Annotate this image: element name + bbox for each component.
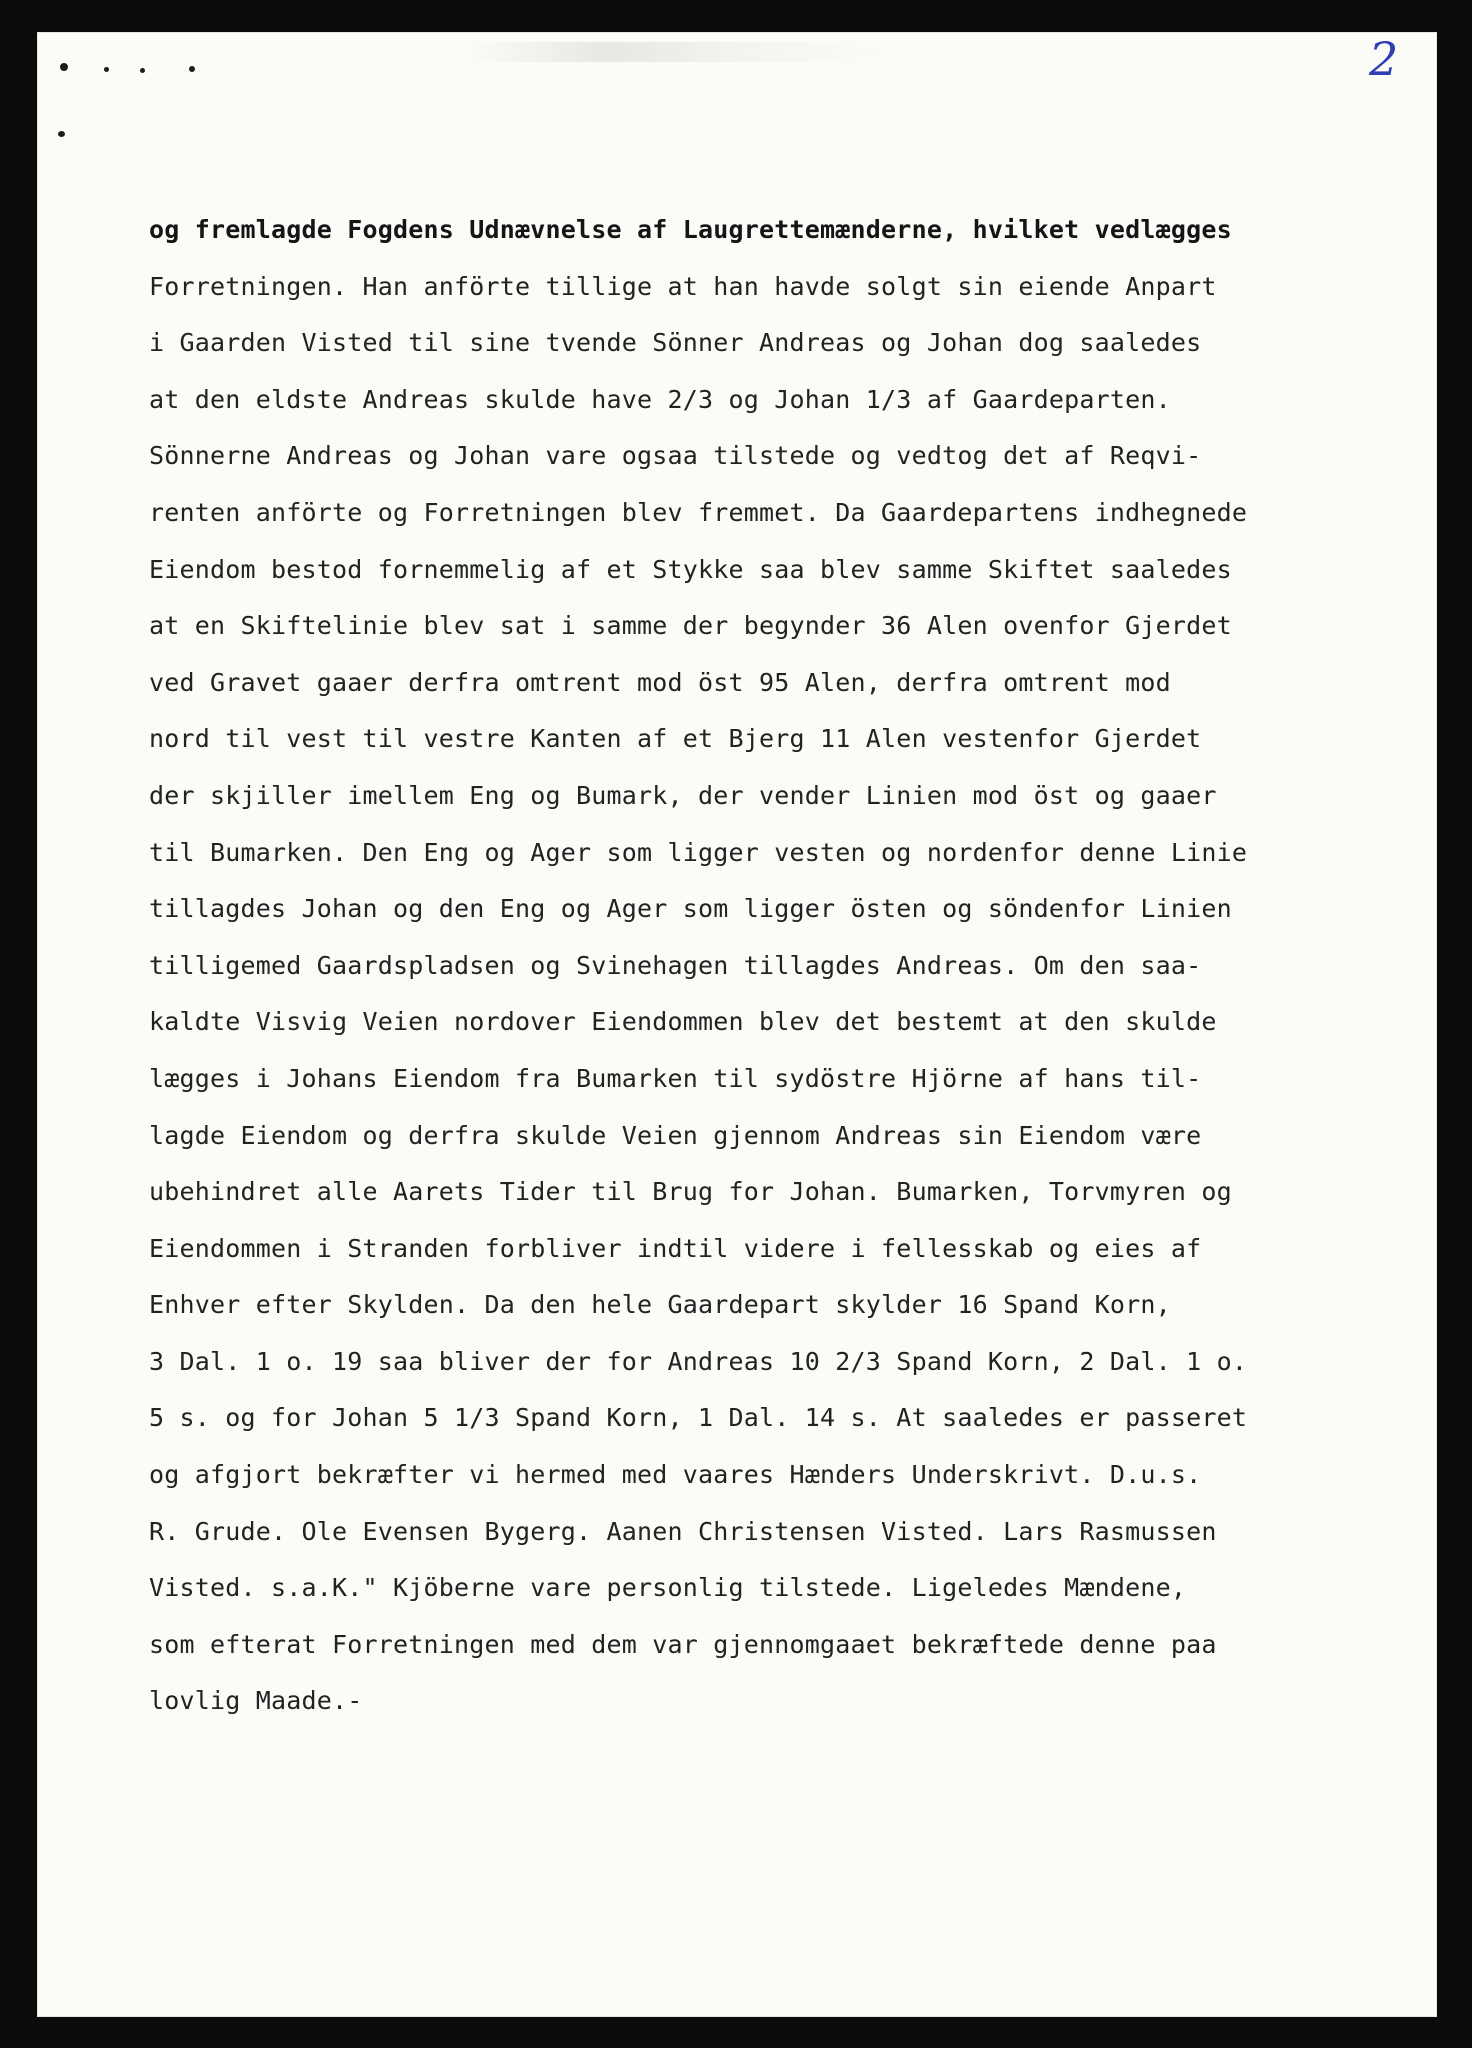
page-number: 2 <box>1369 32 1399 86</box>
text-line: der skjiller imellem Eng og Bumark, der vender Linien mod öst og gaaer <box>149 780 1217 810</box>
text-line: lægges i Johans Eiendom fra Bumarken til sydöstre Hjörne af hans til- <box>149 1063 1202 1093</box>
ink-speck <box>104 67 109 72</box>
text-line: at en Skiftelinie blev sat i samme der begynder 36 Alen ovenfor Gjerdet <box>149 611 1232 641</box>
text-line: nord til vest til vestre Kanten af et Bjerg 11 Alen vestenfor Gjerdet <box>149 724 1202 754</box>
text-line: Eiendom bestod fornemmelig af et Stykke saa blev samme Skiftet saaledes <box>149 554 1232 584</box>
text-line: Sönnerne Andreas og Johan vare ogsaa tilstede og vedtog det af Reqvi- <box>149 441 1202 471</box>
document-body <box>149 202 1399 1730</box>
text-line: ubehindret alle Aarets Tider til Brug for Johan. Bumarken, Torvmyren og <box>149 1177 1232 1207</box>
ink-speck <box>189 66 195 72</box>
ink-speck <box>58 131 65 137</box>
text-line: 5 s. og for Johan 5 1/3 Spand Korn, 1 Dal. 14 s. At saaledes er passeret <box>149 1403 1248 1433</box>
text-line: lovlig Maade.- <box>149 1686 363 1716</box>
text-line: tillagdes Johan og den Eng og Ager som ligger östen og söndenfor Linien <box>149 894 1232 924</box>
bleed-through-mark <box>467 42 887 62</box>
text-line: tilligemed Gaardspladsen og Svinehagen tillagdes Andreas. Om den saa- <box>149 950 1202 980</box>
text-line: som efterat Forretningen med dem var gjennomgaaet bekræftede denne paa <box>149 1629 1217 1659</box>
text-line: Eiendommen i Stranden forbliver indtil videre i fellesskab og eies af <box>149 1233 1202 1263</box>
text-line: renten anförte og Forretningen blev fremmet. Da Gaardepartens indhegnede <box>149 497 1248 527</box>
text-line: Visted. s.a.K." Kjöberne vare personlig tilstede. Ligeledes Mændene, <box>149 1573 1187 1603</box>
text-line: og afgjort bekræfter vi hermed med vaares Hænders Underskrivt. D.u.s. <box>149 1460 1202 1490</box>
text-line: Enhver efter Skylden. Da den hele Gaardepart skylder 16 Spand Korn, <box>149 1290 1171 1320</box>
text-line: at den eldste Andreas skulde have 2/3 og Johan 1/3 af Gaardeparten. <box>149 384 1171 414</box>
ink-speck <box>60 63 68 71</box>
text-line: Forretningen. Han anförte tillige at han havde solgt sin eiende Anpart <box>149 271 1217 301</box>
text-line: til Bumarken. Den Eng og Ager som ligger vesten og nordenfor denne Linie <box>149 837 1248 867</box>
text-line: i Gaarden Visted til sine tvende Sönner Andreas og Johan dog saaledes <box>149 328 1202 358</box>
text-line: og fremlagde Fogdens Udnævnelse af Laugrettemænderne, hvilket vedlægges <box>149 215 1232 244</box>
ink-speck <box>140 68 145 73</box>
text-line: kaldte Visvig Veien nordover Eiendommen blev det bestemt at den skulde <box>149 1007 1217 1037</box>
text-line: ved Gravet gaaer derfra omtrent mod öst 95 Alen, derfra omtrent mod <box>149 667 1171 697</box>
text-line: lagde Eiendom og derfra skulde Veien gjennom Andreas sin Eiendom være <box>149 1120 1202 1150</box>
text-line: 3 Dal. 1 o. 19 saa bliver der for Andreas 10 2/3 Spand Korn, 2 Dal. 1 o. <box>149 1346 1248 1376</box>
text-line: R. Grude. Ole Evensen Bygerg. Aanen Christensen Visted. Lars Rasmussen <box>149 1516 1217 1546</box>
